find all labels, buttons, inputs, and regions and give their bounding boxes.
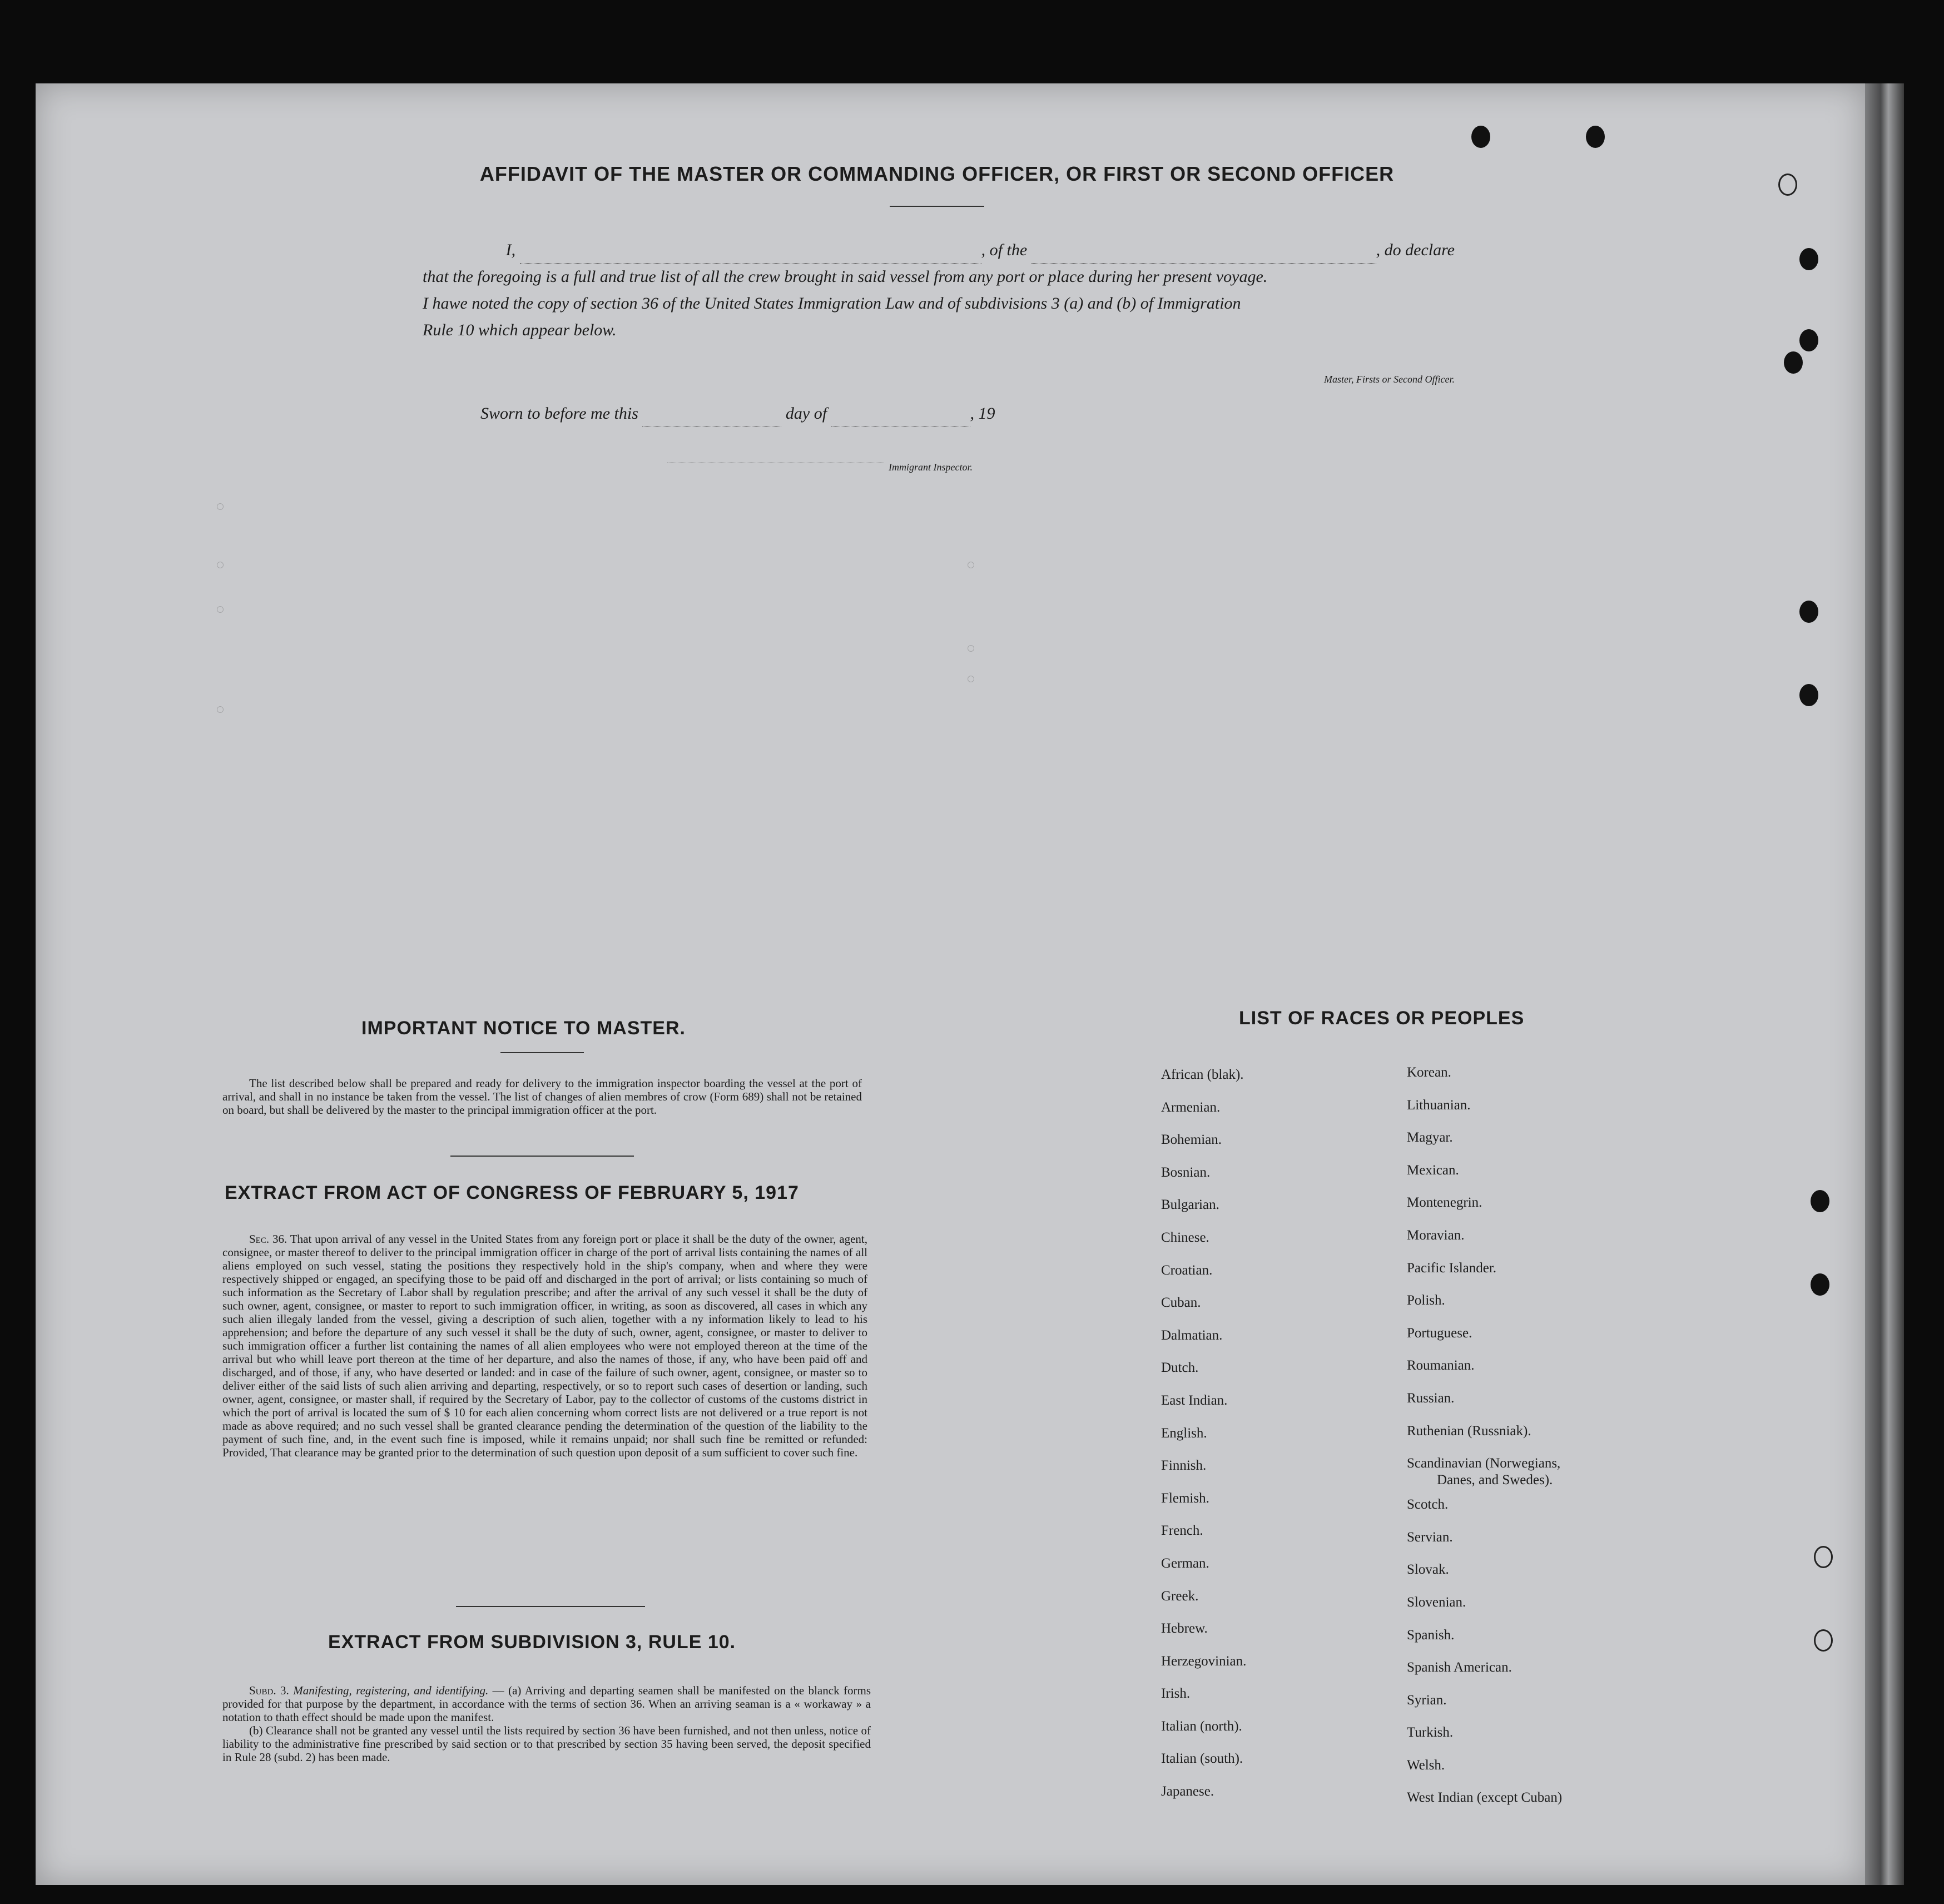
race-item: Roumanian.: [1407, 1358, 1475, 1374]
race-item: Slovenian.: [1407, 1594, 1466, 1610]
race-item: Servian.: [1407, 1529, 1453, 1545]
signature-label: Master, Firsts or Second Officer.: [1324, 374, 1455, 385]
bleed-mark: [217, 706, 224, 713]
race-item: Irish.: [1161, 1686, 1191, 1702]
race-item: Scandinavian (Norwegians,: [1407, 1456, 1561, 1471]
race-item: Dutch.: [1161, 1360, 1199, 1376]
binder-hole: [1814, 1629, 1833, 1652]
declaration-line: I hawe noted the copy of section 36 of the United States Immigration Law and of subdivisions 3 (a) and (b) of Immigration: [423, 294, 1241, 313]
notice-text: The list described below shall be prepared and ready for delivery to the immigration inspector boarding the vessel at the port of arrival, and shall in no instance be taken from the vessel. The list of changes of alien membres of crow (Form 689) shall not be retained on board, but shall be delivered by the master to the principal immigration officer at the port.: [222, 1077, 862, 1117]
subdivision-label: Subd. 3.: [249, 1684, 289, 1697]
race-item-multiline: [1407, 1447, 1562, 1489]
race-item: Russian.: [1407, 1390, 1455, 1406]
race-item: Lithuanian.: [1407, 1097, 1471, 1113]
subdivision-heading: Manifesting, registering, and identifying.: [293, 1684, 489, 1697]
race-item: Turkish.: [1407, 1725, 1454, 1741]
binder-hole: [1814, 1546, 1833, 1568]
section-body: That upon arrival of any vessel in the United States from any foreign port or place it shall be the duty of the owner, agent, consignee, or master thereof to deliver to the principal immigration officer in charge of the port of arrival lists containing the names of all aliens employed on such vessel, stating the positions they respectively hold in the ship's company, when and where they were respectively shipped or engaged, an specifying those to be paid off and discharged in the port of arrival; or lists containing so much of such information as the Secretary of Labor shall by regulation prescribe; and after the arrival of any such vessel it shall be the duty of such owner, agent, consignee, or master to report to such immigration officer, in writing, as soon as discovered, all cases in which any such alien illegaly landed from the vessel, giving a description of such alien, together with a ny information likely to lead to his apprehension; and before the departure of any such vessel it shall be the duty of such, owner, agent, consignee, or master to deliver to such immigration officer a further list containing the names of all alien employees who were not employed thereon at the time of the arrival but who whill leave port thereon at the time of her departure, and also the names of those, if any, who have been paid off and discharged, and of those, if any, who have deserted or landed: and in case of the failure of such owner, agent, consignee, or master so to deliver either of the said lists of such alien arriving and departing, respectively, or so to report such cases of desertion or landing, such owner, agent, consignee, or master shall, if required by the Secretary of Labor, pay to the collector of customs of the customs district in which the port of arrival is located the sum of $ 10 for each alien concerning whom correct lists are not delivered or a true report is not made as above required; and no such vessel shall be granted clearance pending the determination of the question of the liability to the payment of such fine, and, in the event such fine is imposed, while it remains unpaid; nor shall such fine be remitted or refunded: Provided, That clearance may be granted prior to the determination of such question upon deposit of a sum sufficient to cover such fine.: [222, 1232, 867, 1459]
race-item: Cuban.: [1161, 1295, 1201, 1311]
race-item: Flemish.: [1161, 1490, 1209, 1506]
sworn-day-of: day of: [785, 404, 827, 423]
race-item: Portuguese.: [1407, 1325, 1472, 1341]
race-item: Greek.: [1161, 1588, 1199, 1604]
race-item: Bohemian.: [1161, 1132, 1222, 1148]
do-declare-label: , do declare: [1376, 241, 1455, 259]
race-item: Syrian.: [1407, 1692, 1447, 1708]
race-item: Spanish American.: [1407, 1660, 1512, 1675]
binder-hole: [1811, 1190, 1829, 1212]
binder-hole: [1811, 1273, 1829, 1296]
affidavit-declaration: [423, 237, 1455, 344]
divider: [890, 206, 984, 207]
race-item: English.: [1161, 1425, 1207, 1441]
binder-hole: [1799, 684, 1818, 706]
inspector-label: Immigrant Inspector.: [889, 462, 973, 473]
divider: [456, 1606, 645, 1607]
race-item: Armenian.: [1161, 1099, 1221, 1115]
race-item: Ruthenian (Russniak).: [1407, 1423, 1531, 1439]
races-right-column: [1407, 1057, 1562, 1814]
race-item: Danes, and Swedes).: [1437, 1472, 1553, 1488]
act-extract-title: EXTRACT FROM ACT OF CONGRESS OF FEBRUARY 5, 1917: [225, 1182, 799, 1203]
races-title: LIST OF RACES OR PEOPLES: [1239, 1008, 1525, 1029]
race-item: Slovak.: [1407, 1562, 1449, 1578]
declaration-line: that the foregoing is a full and true list of all the crew brought in said vessel from any port or place during her present voyage.: [423, 267, 1268, 286]
divider: [450, 1156, 634, 1157]
act-extract-text: [222, 1232, 867, 1459]
declaration-line: Rule 10 which appear below.: [423, 321, 617, 339]
bleed-mark: [217, 503, 224, 510]
race-item: Scotch.: [1407, 1497, 1449, 1513]
binder-hole: [1586, 126, 1605, 148]
affidavit-title: AFFIDAVIT OF THE MASTER OR COMMANDING OFFICER, OR FIRST OR SECOND OFFICER: [479, 162, 1395, 185]
sworn-year: , 19: [970, 404, 995, 423]
race-item: Italian (north).: [1161, 1718, 1242, 1734]
sworn-prefix: Sworn to before me this: [480, 404, 638, 423]
form-page: [36, 83, 1865, 1885]
bleed-mark: [217, 606, 224, 613]
page-edge: [1865, 83, 1904, 1885]
race-item: West Indian (except Cuban): [1407, 1790, 1563, 1806]
of-the-label: , of the: [981, 241, 1028, 259]
race-item: Pacific Islander.: [1407, 1260, 1497, 1276]
section-label: Sec. 36.: [249, 1232, 287, 1246]
binder-hole: [1799, 248, 1818, 270]
divider: [500, 1052, 584, 1053]
race-item: Dalmatian.: [1161, 1327, 1223, 1343]
race-item: Herzegovinian.: [1161, 1653, 1247, 1669]
rule-extract-title: EXTRACT FROM SUBDIVISION 3, RULE 10.: [328, 1632, 736, 1653]
race-item: Mexican.: [1407, 1162, 1459, 1178]
declarant-prefix: I,: [505, 241, 516, 259]
binder-hole: [1799, 329, 1818, 351]
bleed-mark: [217, 562, 224, 568]
rule-extract-text: [222, 1684, 871, 1764]
race-item: Magyar.: [1407, 1130, 1453, 1146]
race-item: Moravian.: [1407, 1227, 1465, 1243]
race-item: Croatian.: [1161, 1262, 1213, 1278]
subdivision-para-b: (b) Clearance shall not be granted any vessel until the lists required by section 36 have been furnished, and not then unless, notice of liability to the administrative fine prescribed by said section or to that prescribed by section 35 having been served, the deposit specified in Rule 28 (subd. 2) has been made.: [222, 1724, 871, 1764]
race-item: Finnish.: [1161, 1458, 1207, 1474]
race-item: Hebrew.: [1161, 1621, 1208, 1637]
sworn-line: [480, 400, 995, 427]
race-item: Japanese.: [1161, 1784, 1214, 1799]
binder-hole: [1784, 351, 1803, 374]
race-item: Korean.: [1407, 1065, 1451, 1080]
race-item: Polish.: [1407, 1293, 1445, 1308]
race-item: Bosnian.: [1161, 1164, 1211, 1180]
race-item: French.: [1161, 1523, 1203, 1539]
bleed-mark: [968, 562, 974, 568]
race-item: German.: [1161, 1555, 1209, 1571]
race-item: Spanish.: [1407, 1627, 1455, 1643]
race-item: East Indian.: [1161, 1392, 1228, 1408]
races-left-column: [1161, 1059, 1246, 1808]
notice-title: IMPORTANT NOTICE TO MASTER.: [361, 1018, 686, 1039]
race-item: Chinese.: [1161, 1229, 1209, 1245]
race-item: Montenegrin.: [1407, 1195, 1482, 1211]
inspector-signature-field[interactable]: [667, 457, 884, 463]
race-item: Welsh.: [1407, 1757, 1445, 1773]
race-item: Bulgarian.: [1161, 1197, 1219, 1213]
race-item: African (blak).: [1161, 1067, 1244, 1082]
subdivision-para-a: — (a) Arriving and departing seamen shall be manifested on the blanck forms provided for that purpose by the department, in accordance with the terms of section 36. When an arriving seaman is a « workaway » a notation to thath effect should be made upon the manifest.: [222, 1684, 871, 1724]
bleed-mark: [968, 645, 974, 652]
race-item: Italian (south).: [1161, 1751, 1243, 1767]
binder-hole: [1799, 601, 1818, 623]
binder-hole: [1471, 126, 1490, 148]
bleed-mark: [968, 676, 974, 682]
